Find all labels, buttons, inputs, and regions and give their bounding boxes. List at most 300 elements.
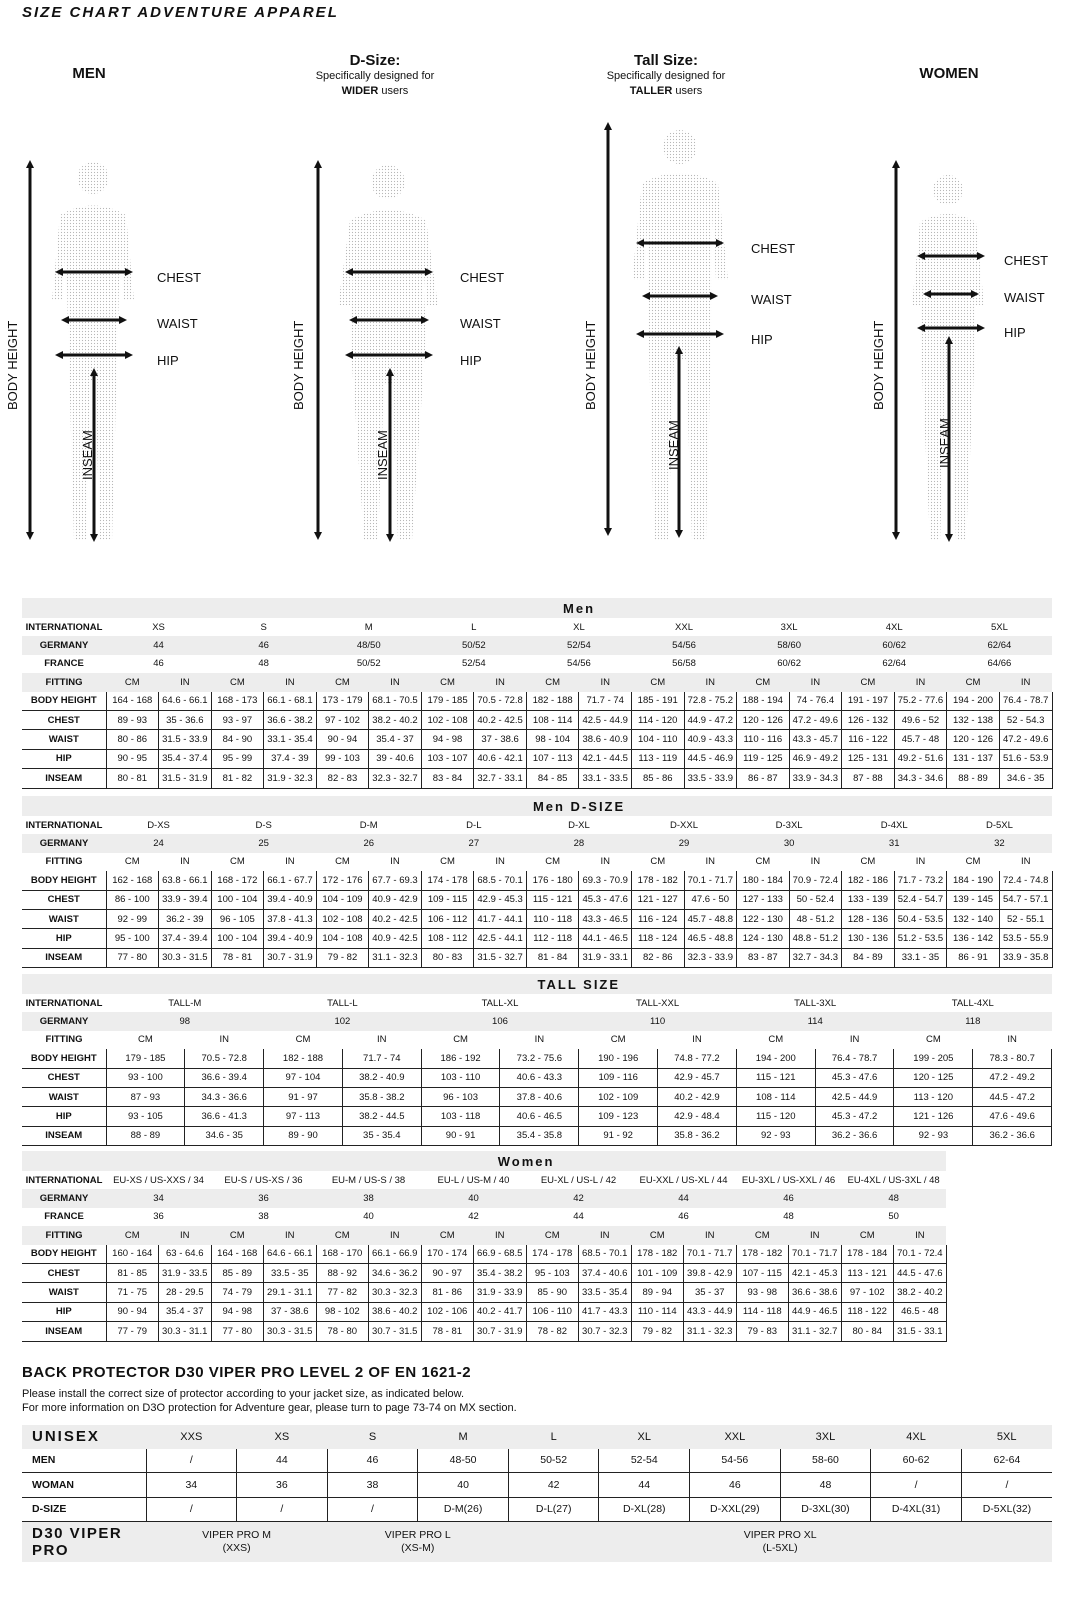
dsize-measure-cell: 51.2 - 53.5 — [894, 929, 947, 948]
women-size-row — [22, 1189, 946, 1207]
tall-row-label: INTERNATIONAL — [25, 997, 103, 1009]
men-size-row — [22, 618, 1052, 636]
men-measure-cell: 45.7 - 48 — [894, 730, 947, 749]
dsize-size-cell: 25 — [211, 834, 316, 852]
bp-cell: D-M(26) — [418, 1497, 509, 1522]
women-size-cell: EU-S / US-XS / 36 — [224, 1174, 303, 1186]
dsize-chest-label: CHEST — [460, 270, 505, 285]
women-measure-cell: 68.5 - 70.1 — [579, 1245, 632, 1264]
tall-measure-cell: 91 - 92 — [579, 1126, 658, 1145]
men-measure-cell: 52 - 54.3 — [999, 710, 1052, 729]
bp-cell: 46 — [327, 1449, 418, 1473]
women-measure-cell: 77 - 82 — [316, 1283, 369, 1302]
dsize-measure-cell: 33.9 - 35.8 — [999, 948, 1052, 967]
women-measure-label: WAIST — [22, 1283, 106, 1302]
men-measure-cell: 71.7 - 74 — [579, 692, 632, 711]
dsize-unit-cm: CM — [650, 856, 666, 868]
men-unit-in: IN — [999, 673, 1052, 691]
women-measure-row — [22, 1263, 946, 1282]
dsize-measure-cell: 96 - 105 — [211, 909, 264, 928]
men-size-cell: L — [471, 621, 477, 633]
dsize-measure-cell: 82 - 86 — [631, 948, 684, 967]
dsize-unit-cm: CM — [755, 856, 771, 868]
dsize-measure-cell: 68.5 - 70.1 — [474, 871, 527, 890]
tall-measure-cell: 115 - 121 — [736, 1068, 815, 1087]
men-measure-cell: 32.3 - 32.7 — [369, 769, 422, 788]
women-measure-cell: 33.5 - 35.4 — [579, 1283, 632, 1302]
tall-measure-cell: 76.4 - 78.7 — [815, 1049, 894, 1068]
women-size-cell: 42 — [526, 1189, 631, 1207]
dsize-measure-cell: 40.9 - 42.9 — [369, 890, 422, 909]
tall-measure-cell: 47.6 - 49.6 — [973, 1107, 1052, 1126]
bp-size-header: 4XL — [871, 1425, 962, 1449]
men-measure-cell: 104 - 110 — [631, 730, 684, 749]
dsize-measure-cell: 67.7 - 69.3 — [369, 871, 422, 890]
women-measure-cell: 98 - 102 — [316, 1302, 369, 1321]
men-measure-cell: 83 - 84 — [421, 769, 474, 788]
men-measure-cell: 33.5 - 33.9 — [684, 769, 737, 788]
tall-unit-cm: CM — [925, 1034, 941, 1046]
women-heading: WOMEN — [919, 65, 979, 82]
tall-size-cell: 106 — [421, 1012, 579, 1030]
tall-sub2-rest: users — [672, 85, 703, 97]
dsize-measure-cell: 30.7 - 31.9 — [264, 948, 317, 967]
dsize-measure-cell: 31.5 - 32.7 — [474, 948, 527, 967]
dsize-measure-cell: 110 - 118 — [526, 909, 579, 928]
dsize-measure-cell: 40.9 - 42.5 — [369, 929, 422, 948]
dsize-measure-cell: 36.2 - 39 — [159, 909, 212, 928]
dsize-measure-cell: 44.1 - 46.5 — [579, 929, 632, 948]
men-size-cell: 50/52 — [421, 636, 526, 654]
women-inseam-label: INSEAM — [937, 418, 952, 468]
men-measure-cell: 37.4 - 39 — [264, 749, 317, 768]
dsize-measure-cell: 42.9 - 45.3 — [474, 890, 527, 909]
men-unit-in: IN — [474, 673, 527, 691]
dsize-unit-cm: CM — [545, 856, 561, 868]
bp-cell: 48-50 — [418, 1449, 509, 1473]
tall-measure-cell: 182 - 188 — [264, 1049, 343, 1068]
dsize-measure-cell: 121 - 127 — [631, 890, 684, 909]
tall-measure-cell: 93 - 100 — [106, 1068, 185, 1087]
bp-cell: 44 — [237, 1449, 328, 1473]
women-measure-cell: 107 - 115 — [736, 1263, 789, 1282]
bp-cell: 34 — [146, 1473, 237, 1498]
tall-measure-cell: 74.8 - 77.2 — [658, 1049, 737, 1068]
men-measure-cell: 97 - 102 — [316, 710, 369, 729]
men-measure-cell: 120 - 126 — [737, 710, 790, 729]
women-unit-cm: CM — [841, 1226, 894, 1244]
women-measure-cell: 114 - 118 — [736, 1302, 789, 1321]
bp-viper-row — [22, 1522, 1052, 1563]
women-size-cell: 42 — [468, 1211, 479, 1223]
bp-cell: 42 — [508, 1473, 599, 1498]
tall-measure-cell: 37.8 - 40.6 — [500, 1087, 579, 1106]
men-row-label: INTERNATIONAL — [25, 621, 103, 633]
women-size-cell: EU-4XL / US-3XL / 48 — [847, 1174, 940, 1186]
women-measure-cell: 35 - 37 — [684, 1283, 737, 1302]
tall-measure-cell: 73.2 - 75.6 — [500, 1049, 579, 1068]
women-measure-cell: 78 - 81 — [421, 1322, 474, 1341]
tall-measure-cell: 38.2 - 44.5 — [342, 1107, 421, 1126]
dsize-measure-cell: 162 - 168 — [106, 871, 159, 890]
tall-measure-label: INSEAM — [22, 1126, 106, 1145]
dsize-measure-cell: 50 - 52.4 — [789, 890, 842, 909]
men-measure-cell: 99 - 103 — [316, 749, 369, 768]
tall-measure-cell: 93 - 105 — [106, 1107, 185, 1126]
tall-unit-cm: CM — [768, 1034, 784, 1046]
men-measure-cell: 70.5 - 72.8 — [474, 692, 527, 711]
men-measure-cell: 110 - 116 — [737, 730, 790, 749]
women-measure-cell: 77 - 79 — [106, 1322, 159, 1341]
men-measure-cell: 95 - 99 — [211, 749, 264, 768]
tall-sub1: Specifically designed for — [606, 70, 726, 82]
women-size-cell: 38 — [316, 1189, 421, 1207]
men-measure-cell: 31.5 - 31.9 — [159, 769, 212, 788]
men-measure-cell: 85 - 86 — [631, 769, 684, 788]
men-row-label: FRANCE — [44, 658, 84, 670]
women-measure-cell: 70.1 - 71.7 — [789, 1245, 842, 1264]
tall-unit-cm: CM — [610, 1034, 626, 1046]
tall-measure-label: CHEST — [22, 1068, 106, 1087]
dsize-unit-cm: CM — [965, 856, 981, 868]
men-measure-cell: 44.5 - 46.9 — [684, 749, 737, 768]
dsize-measure-cell: 130 - 136 — [842, 929, 895, 948]
dsize-measure-cell: 108 - 112 — [421, 929, 474, 948]
women-measure-cell: 101 - 109 — [631, 1263, 684, 1282]
women-measure-cell: 36.6 - 38.6 — [789, 1283, 842, 1302]
men-measure-cell: 49.2 - 51.6 — [894, 749, 947, 768]
men-measure-cell: 35.4 - 37 — [369, 730, 422, 749]
women-measure-cell: 30.3 - 32.3 — [369, 1283, 422, 1302]
dsize-measure-cell: 124 - 130 — [737, 929, 790, 948]
bp-size-header: 5XL — [961, 1425, 1052, 1449]
men-measure-cell: 39 - 40.6 — [369, 749, 422, 768]
women-size-cell: EU-L / US-M / 40 — [437, 1174, 510, 1186]
men-chest-label: CHEST — [157, 270, 202, 285]
bp-row — [22, 1449, 1052, 1473]
dsize-measure-cell: 139 - 145 — [947, 890, 1000, 909]
dsize-silhouette — [338, 165, 438, 540]
men-measure-cell: 120 - 126 — [947, 730, 1000, 749]
bp-cell: 44 — [599, 1473, 690, 1498]
men-measure-cell: 90 - 95 — [106, 749, 159, 768]
dsize-body-height-label: BODY HEIGHT — [291, 320, 306, 410]
men-measure-cell: 31.5 - 33.9 — [159, 730, 212, 749]
tall-unit-in: IN — [219, 1034, 229, 1046]
women-measure-cell: 46.5 - 48 — [894, 1302, 947, 1321]
men-waist-label: WAIST — [157, 316, 198, 331]
men-measure-cell: 35.4 - 37.4 — [159, 749, 212, 768]
dsize-measure-cell: 70.1 - 71.7 — [684, 871, 737, 890]
women-measure-cell: 31.9 - 33.5 — [159, 1263, 212, 1282]
tall-measure-cell: 38.2 - 40.9 — [342, 1068, 421, 1087]
women-fitting-label: FITTING — [22, 1226, 106, 1244]
bp-cell: 54-56 — [690, 1449, 781, 1473]
men-size-cell: 44 — [106, 636, 211, 654]
dsize-measure-row — [22, 909, 1052, 928]
tall-measure-cell: 35.8 - 36.2 — [658, 1126, 737, 1145]
women-unit-cm: CM — [526, 1226, 579, 1244]
women-measure-cell: 34.6 - 36.2 — [369, 1263, 422, 1282]
dsize-measure-cell: 69.3 - 70.9 — [579, 871, 632, 890]
men-measure-cell: 80 - 81 — [106, 769, 159, 788]
dsize-size-row — [22, 834, 1052, 852]
dsize-unit-cm: CM — [124, 856, 140, 868]
dsize-measure-cell: 104 - 108 — [316, 929, 369, 948]
women-measure-cell: 74 - 79 — [211, 1283, 264, 1302]
men-measure-cell: 102 - 108 — [421, 710, 474, 729]
tall-measure-cell: 87 - 93 — [106, 1087, 185, 1106]
men-measure-cell: 132 - 138 — [947, 710, 1000, 729]
women-body-height-label: BODY HEIGHT — [871, 320, 886, 410]
dsize-sub2-bold: WIDER — [341, 85, 379, 97]
women-table-title: Women — [106, 1151, 946, 1171]
tall-measure-cell: 36.2 - 36.6 — [973, 1126, 1052, 1145]
dsize-measure-cell: 86 - 91 — [947, 948, 1000, 967]
women-measure-cell: 118 - 122 — [841, 1302, 894, 1321]
women-measure-cell: 79 - 82 — [631, 1322, 684, 1341]
men-measure-cell: 87 - 88 — [842, 769, 895, 788]
women-size-cell: 44 — [573, 1211, 584, 1223]
dsize-measure-cell: 86 - 100 — [106, 890, 159, 909]
dsize-unit-in: IN — [600, 856, 610, 868]
men-measure-cell: 33.1 - 35.4 — [264, 730, 317, 749]
men-size-cell: 52/54 — [526, 636, 631, 654]
bp-cell: D-4XL(31) — [871, 1497, 962, 1522]
bp-cell: 62-64 — [961, 1449, 1052, 1473]
women-unit-in: IN — [369, 1226, 422, 1244]
men-unit-cm: CM — [316, 673, 369, 691]
women-size-cell: EU-XS / US-XXS / 34 — [113, 1174, 204, 1186]
dsize-sub2-rest: users — [378, 85, 409, 97]
men-size-cell: XS — [152, 621, 165, 633]
tall-chest-label: CHEST — [751, 241, 796, 256]
tall-measure-cell: 97 - 113 — [264, 1107, 343, 1126]
women-unit-in: IN — [474, 1226, 527, 1244]
dsize-measure-label: HIP — [22, 929, 106, 948]
bp-viper-label: D30 VIPER PRO — [22, 1522, 146, 1563]
tall-measure-cell: 90 - 91 — [421, 1126, 500, 1145]
men-size-cell: 5XL — [990, 621, 1008, 633]
tall-unit-in: IN — [377, 1034, 387, 1046]
tall-size-cell: 110 — [579, 1012, 737, 1030]
men-unit-cm: CM — [106, 673, 159, 691]
men-measure-cell: 88 - 89 — [947, 769, 1000, 788]
women-size-row — [22, 1208, 946, 1226]
women-measure-label: HIP — [22, 1302, 106, 1321]
men-measure-cell: 116 - 122 — [842, 730, 895, 749]
men-measure-cell: 173 - 179 — [316, 692, 369, 711]
men-measure-cell: 68.1 - 70.5 — [369, 692, 422, 711]
women-measure-cell: 30.7 - 31.5 — [369, 1322, 422, 1341]
dsize-measure-cell: 48.8 - 51.2 — [789, 929, 842, 948]
men-measure-cell: 40.6 - 42.1 — [474, 749, 527, 768]
bp-row-label: D-SIZE — [22, 1497, 146, 1522]
bp-cell: 60-62 — [871, 1449, 962, 1473]
women-size-cell: EU-3XL / US-XXL / 46 — [741, 1174, 836, 1186]
tall-measure-cell: 47.2 - 49.2 — [973, 1068, 1052, 1087]
tall-sub2-bold: TALLER — [629, 85, 673, 97]
women-measure-cell: 29.1 - 31.1 — [264, 1283, 317, 1302]
dsize-size-cell: 27 — [421, 834, 526, 852]
men-unit-cm: CM — [737, 673, 790, 691]
tall-measure-cell: 102 - 109 — [579, 1087, 658, 1106]
men-inseam-label: INSEAM — [80, 430, 95, 480]
tall-size-cell: TALL-XL — [481, 997, 519, 1009]
dsize-measure-cell: 46.5 - 48.8 — [684, 929, 737, 948]
women-measure-cell: 31.1 - 32.3 — [684, 1322, 737, 1341]
women-measure-cell: 113 - 121 — [841, 1263, 894, 1282]
women-measure-cell: 90 - 97 — [421, 1263, 474, 1282]
dsize-size-cell: 26 — [316, 834, 421, 852]
men-size-cell: 54/56 — [631, 636, 736, 654]
dsize-measure-label: INSEAM — [22, 948, 106, 967]
women-unit-in: IN — [264, 1226, 317, 1244]
tall-measure-cell: 45.3 - 47.6 — [815, 1068, 894, 1087]
page-title: SIZE CHART ADVENTURE APPAREL — [22, 4, 339, 21]
dsize-fitting-label: FITTING — [45, 856, 83, 868]
women-size-cell: 46 — [736, 1189, 841, 1207]
dsize-measure-cell: 78 - 81 — [211, 948, 264, 967]
men-measure-cell: 113 - 119 — [631, 749, 684, 768]
tall-measure-cell: 190 - 196 — [579, 1049, 658, 1068]
tall-measure-cell: 121 - 126 — [894, 1107, 973, 1126]
women-measure-cell: 44.5 - 47.6 — [894, 1263, 947, 1282]
women-measure-cell: 37.4 - 40.6 — [579, 1263, 632, 1282]
men-measure-cell: 191 - 197 — [842, 692, 895, 711]
women-measure-cell: 66.1 - 66.9 — [369, 1245, 422, 1264]
dsize-measure-cell: 182 - 186 — [842, 871, 895, 890]
women-measure-row — [22, 1283, 946, 1302]
men-unit-cm: CM — [947, 673, 1000, 691]
dsize-size-cell: D-XS — [147, 819, 170, 831]
women-measure-cell: 81 - 86 — [421, 1283, 474, 1302]
women-size-cell: 46 — [678, 1211, 689, 1223]
men-size-table — [22, 598, 1053, 789]
dsize-measure-label: WAIST — [22, 909, 106, 928]
dsize-unit-in: IN — [180, 856, 190, 868]
bp-viper-name: VIPER PRO XL — [743, 1529, 817, 1541]
dsize-measure-cell: 52.4 - 54.7 — [894, 890, 947, 909]
men-size-cell: M — [364, 621, 373, 633]
women-size-cell: 36 — [211, 1189, 316, 1207]
men-measure-cell: 131 - 137 — [947, 749, 1000, 768]
men-measure-cell: 114 - 120 — [631, 710, 684, 729]
men-measure-cell: 44.9 - 47.2 — [684, 710, 737, 729]
men-measure-cell: 42.1 - 44.5 — [579, 749, 632, 768]
men-measure-cell: 66.1 - 68.1 — [264, 692, 317, 711]
women-measure-cell: 31.9 - 33.9 — [474, 1283, 527, 1302]
men-measure-cell: 38.6 - 40.9 — [579, 730, 632, 749]
men-unit-in: IN — [789, 673, 842, 691]
dsize-measure-cell: 37.4 - 39.4 — [159, 929, 212, 948]
men-measure-cell: 36.6 - 38.2 — [264, 710, 317, 729]
tall-size-cell: TALL-4XL — [951, 997, 994, 1009]
men-measure-cell: 34.3 - 34.6 — [894, 769, 947, 788]
dsize-measure-cell: 115 - 121 — [526, 890, 579, 909]
dsize-measure-cell: 118 - 124 — [631, 929, 684, 948]
men-measure-cell: 43.3 - 45.7 — [789, 730, 842, 749]
women-measure-cell: 164 - 168 — [211, 1245, 264, 1264]
women-measure-cell: 78 - 80 — [316, 1322, 369, 1341]
bp-size-header: XS — [237, 1425, 328, 1449]
dsize-measure-cell: 33.9 - 39.4 — [159, 890, 212, 909]
dsize-size-cell: 31 — [842, 834, 947, 852]
tall-measure-cell: 40.6 - 43.3 — [500, 1068, 579, 1087]
dsize-measure-cell: 45.7 - 48.8 — [684, 909, 737, 928]
men-measure-cell: 35 - 36.6 — [159, 710, 212, 729]
women-measure-row — [22, 1245, 946, 1264]
men-size-cell: XL — [573, 621, 585, 633]
back-protector-note-2: For more information on D3O protection for Adventure gear, please turn to page 73-74 on MX section. — [22, 1402, 517, 1414]
tall-fitting-label: FITTING — [45, 1034, 83, 1046]
tall-size-row — [22, 1012, 1052, 1030]
women-unit-in: IN — [159, 1226, 212, 1244]
men-measure-cell: 188 - 194 — [737, 692, 790, 711]
women-measure-cell: 30.7 - 31.9 — [474, 1322, 527, 1341]
bp-viper-cell — [146, 1522, 327, 1563]
dsize-size-cell: 32 — [947, 834, 1052, 852]
men-size-cell: 48/50 — [316, 636, 421, 654]
tall-measure-cell: 103 - 110 — [421, 1068, 500, 1087]
bp-cell: 48 — [780, 1473, 871, 1498]
bp-viper-name: VIPER PRO L — [384, 1529, 451, 1541]
dsize-measure-row — [22, 871, 1052, 890]
men-measure-cell: 182 - 188 — [526, 692, 579, 711]
men-measure-cell: 76.4 - 78.7 — [999, 692, 1052, 711]
dsize-measure-cell: 106 - 112 — [421, 909, 474, 928]
women-row-label: FRANCE — [44, 1211, 84, 1223]
women-measure-label: CHEST — [22, 1263, 106, 1282]
women-size-cell: 36 — [153, 1211, 164, 1223]
women-size-cell: EU-M / US-S / 38 — [331, 1174, 406, 1186]
dsize-measure-cell: 50.4 - 53.5 — [894, 909, 947, 928]
women-fitting-row — [22, 1226, 946, 1244]
men-measure-cell: 98 - 104 — [526, 730, 579, 749]
tall-unit-cm: CM — [453, 1034, 468, 1046]
dsize-measure-cell: 30.3 - 31.5 — [159, 948, 212, 967]
tall-size-table — [22, 974, 1052, 1146]
tall-measure-cell: 36.6 - 41.3 — [185, 1107, 264, 1126]
men-unit-in: IN — [684, 673, 737, 691]
dsize-unit-cm: CM — [229, 856, 245, 868]
bp-size-header: XXL — [690, 1425, 781, 1449]
dsize-title-row — [22, 796, 1052, 816]
women-title-row — [22, 1151, 946, 1171]
women-size-cell: 50 — [888, 1211, 899, 1223]
bp-row-label: MEN — [22, 1449, 146, 1473]
bp-cell: 46 — [690, 1473, 781, 1498]
men-size-cell: 60/62 — [777, 658, 801, 670]
men-row-label: GERMANY — [22, 636, 106, 654]
tall-measure-cell: 97 - 104 — [264, 1068, 343, 1087]
dsize-measure-cell: 109 - 115 — [421, 890, 474, 909]
men-measure-cell: 31.9 - 32.3 — [264, 769, 317, 788]
bp-viper-range: (L-5XL) — [762, 1542, 798, 1554]
dsize-size-cell: 24 — [106, 834, 211, 852]
dsize-measure-cell: 104 - 109 — [316, 890, 369, 909]
dsize-size-cell: 29 — [631, 834, 736, 852]
women-measure-cell: 106 - 110 — [526, 1302, 579, 1321]
dsize-size-cell: D-5XL — [985, 819, 1013, 831]
dsize-size-cell: D-XL — [568, 819, 590, 831]
tall-measure-cell: 40.6 - 46.5 — [500, 1107, 579, 1126]
women-measure-cell: 66.9 - 68.5 — [474, 1245, 527, 1264]
tall-size-row — [22, 994, 1052, 1012]
men-measure-cell: 93 - 97 — [211, 710, 264, 729]
men-measure-cell: 49.6 - 52 — [894, 710, 947, 729]
dsize-measure-label: BODY HEIGHT — [22, 871, 106, 890]
